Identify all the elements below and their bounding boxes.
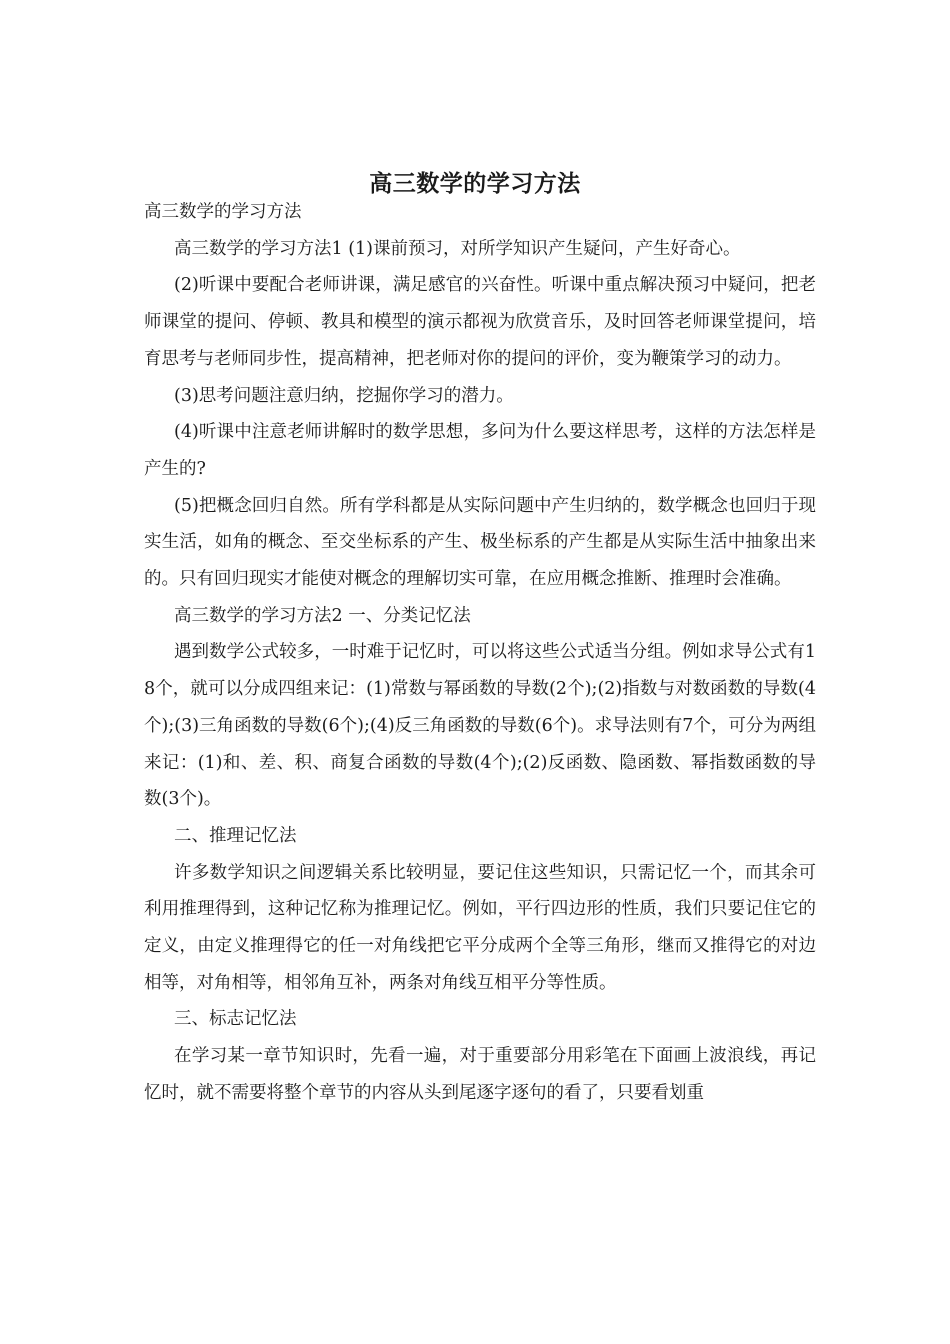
paragraph: 高三数学的学习方法1 (1)课前预习，对所学知识产生疑问，产生好奇心。: [174, 238, 741, 259]
paragraph: 遇到数学公式较多，一时难于记忆时，可以将这些公式适当分组。例如求导公式有18个，就可以分成四组来记：(1)常数与幂函数的导数(2个);(2)指数与对数函数的导数(4个);(3)三角函数的导数(6个);(4)反三角函数的导数(6个)。求导法则有7个，可分为两组来记：(1)和、差、积、商复合函数的导数(4个);(2)反函数、隐函数、幂指数函数的导数(3个)。: [144, 642, 816, 810]
section-heading: 二、推理记忆法: [174, 825, 297, 846]
paragraph: 在学习某一章节知识时，先看一遍，对于重要部分用彩笔在下面画上波浪线，再记忆时，就不需要将整个章节的内容从头到尾逐字逐句的看了，只要看划重: [144, 1046, 816, 1103]
document-title: 高三数学的学习方法: [369, 170, 581, 198]
document-body: [144, 194, 816, 1112]
paragraph: (4)听课中注意老师讲解时的数学思想，多问为什么要这样思考，这样的方法怎样是产生的?: [144, 422, 816, 479]
paragraph: 高三数学的学习方法: [144, 202, 302, 222]
paragraph: (5)把概念回归自然。所有学科都是从实际问题中产生归纳的，数学概念也回归于现实生活，如角的概念、至交坐标系的产生、极坐标系的产生都是从实际生活中抽象出来的。只有回归现实才能使对概念的理解切实可靠，在应用概念推断、推理时会准确。: [144, 495, 816, 590]
paragraph: (2)听课中要配合老师讲课，满足感官的兴奋性。听课中重点解决预习中疑问，把老师课堂的提问、停顿、教具和模型的演示都视为欣赏音乐，及时回答老师课堂提问，培育思考与老师同步性，提高精神，把老师对你的提问的评价，变为鞭策学习的动力。: [144, 275, 816, 369]
paragraph: 许多数学知识之间逻辑关系比较明显，要记住这些知识，只需记忆一个，而其余可利用推理得到，这种记忆称为推理记忆。例如，平行四边形的性质，我们只要记住它的定义，由定义推理得它的任一对角线把它平分成两个全等三角形，继而又推得它的对边相等，对角相等，相邻角互补，两条对角线互相平分等性质。: [144, 862, 816, 993]
paragraph: (3)思考问题注意归纳，挖掘你学习的潜力。: [174, 385, 514, 406]
section-heading: 高三数学的学习方法2 一、分类记忆法: [174, 605, 471, 626]
section-heading: 三、标志记忆法: [174, 1009, 297, 1030]
